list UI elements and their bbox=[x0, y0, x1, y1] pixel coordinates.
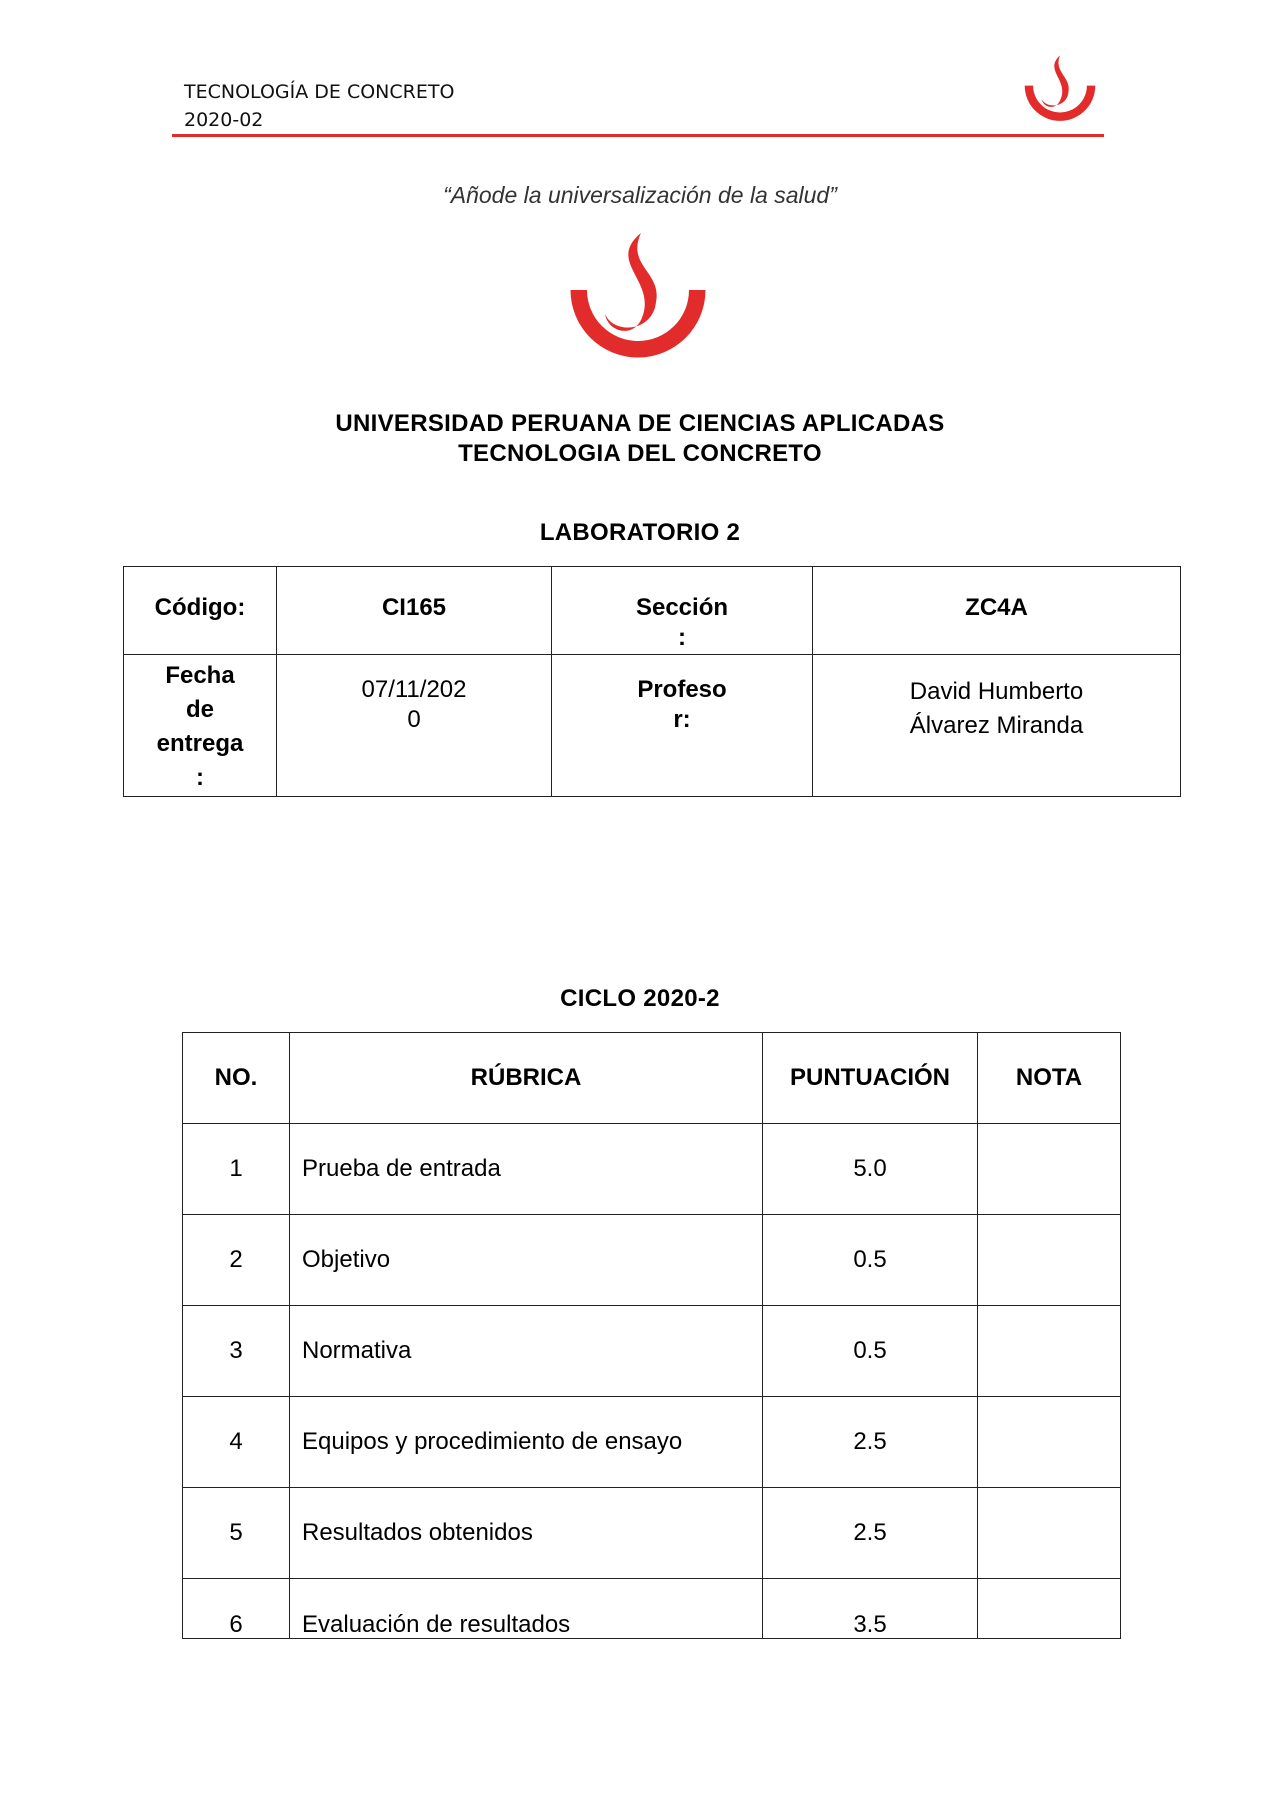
header-period: 2020-02 bbox=[184, 109, 264, 131]
running-header bbox=[184, 78, 454, 134]
table-row bbox=[183, 1306, 1121, 1397]
row-no: 4 bbox=[183, 1397, 290, 1488]
row-rubrica: Evaluación de resultados bbox=[290, 1579, 763, 1639]
row-nota bbox=[978, 1579, 1121, 1639]
row-no: 2 bbox=[183, 1215, 290, 1306]
row-rubrica: Resultados obtenidos bbox=[290, 1488, 763, 1579]
row-puntuacion: 2.5 bbox=[763, 1397, 978, 1488]
info-table bbox=[123, 566, 1181, 797]
row-no: 3 bbox=[183, 1306, 290, 1397]
fecha-value: 07/11/202 0 bbox=[277, 655, 552, 797]
table-row bbox=[183, 1124, 1121, 1215]
university-title: UNIVERSIDAD PERUANA DE CIENCIAS APLICADAS bbox=[335, 410, 945, 437]
codigo-value: CI165 bbox=[277, 567, 552, 655]
header-rule bbox=[172, 134, 1104, 137]
col-header-nota: NOTA bbox=[978, 1033, 1121, 1124]
row-no: 1 bbox=[183, 1124, 290, 1215]
seccion-label: Sección : bbox=[552, 567, 813, 655]
lab-title: LABORATORIO 2 bbox=[539, 519, 741, 546]
col-header-rubrica: RÚBRICA bbox=[290, 1033, 763, 1124]
motto: “Añode la universalización de la salud” bbox=[443, 182, 837, 208]
row-rubrica: Equipos y procedimiento de ensayo bbox=[290, 1397, 763, 1488]
table-row bbox=[183, 1579, 1121, 1639]
row-rubrica: Normativa bbox=[290, 1306, 763, 1397]
row-puntuacion: 2.5 bbox=[763, 1488, 978, 1579]
rubric-table bbox=[182, 1032, 1121, 1639]
row-rubrica: Prueba de entrada bbox=[290, 1124, 763, 1215]
header-course: TECNOLOGÍA DE CONCRETO bbox=[184, 81, 455, 103]
row-puntuacion: 0.5 bbox=[763, 1306, 978, 1397]
row-nota bbox=[978, 1306, 1121, 1397]
row-puntuacion: 5.0 bbox=[763, 1124, 978, 1215]
profesor-label: Profeso r: bbox=[552, 655, 813, 797]
codigo-label: Código: bbox=[124, 567, 277, 655]
seccion-value: ZC4A bbox=[813, 567, 1181, 655]
row-no: 6 bbox=[183, 1579, 290, 1639]
table-row bbox=[183, 1488, 1121, 1579]
row-puntuacion: 0.5 bbox=[763, 1215, 978, 1306]
upc-flame-logo-icon bbox=[560, 230, 716, 380]
row-nota bbox=[978, 1215, 1121, 1306]
row-nota bbox=[978, 1124, 1121, 1215]
col-header-puntuacion: PUNTUACIÓN bbox=[763, 1033, 978, 1124]
course-title: TECNOLOGIA DEL CONCRETO bbox=[458, 440, 822, 467]
row-puntuacion: 3.5 bbox=[763, 1579, 978, 1639]
upc-flame-logo-icon bbox=[1016, 52, 1104, 136]
fecha-label: Fecha de entrega : bbox=[124, 655, 277, 797]
table-row bbox=[183, 1397, 1121, 1488]
profesor-value: David Humberto Álvarez Miranda bbox=[813, 655, 1181, 797]
row-no: 5 bbox=[183, 1488, 290, 1579]
row-nota bbox=[978, 1397, 1121, 1488]
col-header-no: NO. bbox=[183, 1033, 290, 1124]
row-rubrica: Objetivo bbox=[290, 1215, 763, 1306]
ciclo-title: CICLO 2020-2 bbox=[560, 985, 720, 1012]
row-nota bbox=[978, 1488, 1121, 1579]
table-row bbox=[183, 1215, 1121, 1306]
